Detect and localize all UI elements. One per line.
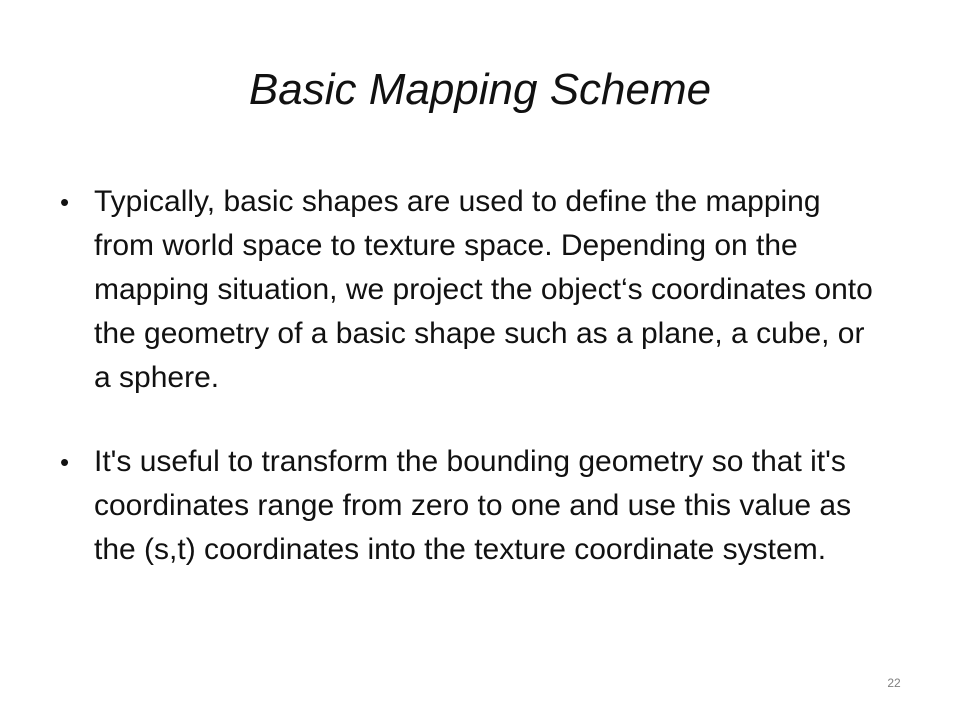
bullet-list (60, 180, 880, 572)
page-number: 22 (887, 676, 901, 690)
bullet-text: Typically, basic shapes are used to define the mapping from world space to texture space. Depending on the mapping situation, we project the object‘s coordinates onto the geometry of a basic shape such as a plane, a cube, or a sphere. (94, 185, 873, 394)
bullet-item (60, 440, 880, 572)
bullet-item (60, 180, 880, 400)
bullet-text: It's useful to transform the bounding geometry so that it's coordinates range from zero to one and use this value as the (s,t) coordinates into the texture coordinate system. (94, 445, 852, 566)
bullet-dot-icon: • (60, 187, 70, 217)
slide-title: Basic Mapping Scheme (248, 65, 712, 114)
bullet-dot-icon: • (60, 447, 70, 477)
